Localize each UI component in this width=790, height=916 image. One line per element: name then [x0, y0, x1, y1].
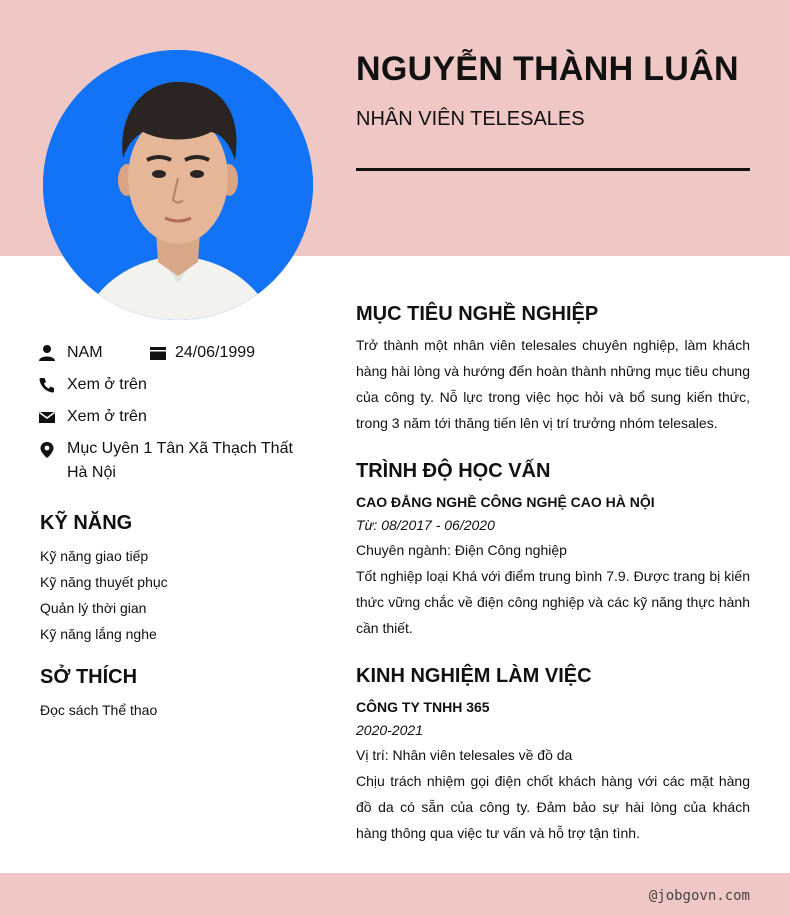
skill-item: Kỹ năng lắng nghe — [40, 626, 157, 642]
calendar-icon — [149, 344, 167, 362]
skill-item: Kỹ năng giao tiếp — [40, 548, 149, 564]
education-period: Từ: 08/2017 - 06/2020 — [356, 517, 495, 533]
hobbies-title: SỞ THÍCH — [40, 666, 138, 688]
gender-value: NAM — [67, 344, 103, 361]
location-pin-icon — [38, 441, 56, 459]
mail-icon — [38, 408, 56, 426]
phone-icon — [38, 376, 56, 394]
skill-item: Kỹ năng thuyết phục — [40, 574, 168, 590]
education-description: Tốt nghiệp loại Khá với điểm trung bình 7.9. Được trang bị kiến thức vững chắc về điện công nghiệp và các kỹ năng thực hành cần thiết. — [356, 568, 750, 636]
experience-period: 2020-2021 — [356, 722, 423, 738]
address-value: Mục Uyên 1 Tân Xã Thạch Thất Hà Nội — [67, 440, 293, 481]
job-title: NHÂN VIÊN TELESALES — [356, 108, 585, 130]
education-title: TRÌNH ĐỘ HỌC VẤN — [356, 460, 551, 482]
hobbies-text: Đọc sách Thể thao — [40, 702, 158, 718]
education-major: Chuyên ngành: Điện Công nghiệp — [356, 542, 567, 558]
objective-text: Trở thành một nhân viên telesales chuyên nghiệp, làm khách hàng hài lòng và hướng đến hoàn thành những mục tiêu chung của công ty. Nỗ lực trong việc học hỏi và bổ sung kiến thức, trong 3 năm tới thăng tiến lên vị trí trưởng nhóm telesales. — [356, 337, 750, 431]
footer-watermark: @jobgovn.com — [648, 888, 750, 904]
avatar — [43, 50, 313, 320]
experience-company: CÔNG TY TNHH 365 — [356, 699, 490, 715]
candidate-name: NGUYỄN THÀNH LUÂN — [356, 50, 739, 88]
dob-value: 24/06/1999 — [175, 344, 256, 361]
education-school: CAO ĐẲNG NGHỀ CÔNG NGHỆ CAO HÀ NỘI — [356, 494, 655, 510]
skill-item: Quản lý thời gian — [40, 600, 147, 616]
objective-title: MỤC TIÊU NGHỀ NGHIỆP — [356, 303, 599, 325]
title-divider — [356, 168, 750, 171]
experience-title: KINH NGHIỆM LÀM VIỆC — [356, 665, 592, 687]
experience-position: Vị trí: Nhân viên telesales về đồ da — [356, 747, 573, 763]
skills-title: KỸ NĂNG — [40, 512, 133, 534]
person-icon — [38, 344, 56, 362]
experience-description: Chịu trách nhiệm gọi điện chốt khách hàng với các mặt hàng đồ da có sẵn của công ty. Đảm bảo sự hài lòng của khách hàng thông qua việc tư vấn và hỗ trợ tận tình. — [356, 773, 750, 841]
phone-value: Xem ở trên — [67, 376, 147, 393]
email-value: Xem ở trên — [67, 408, 147, 425]
